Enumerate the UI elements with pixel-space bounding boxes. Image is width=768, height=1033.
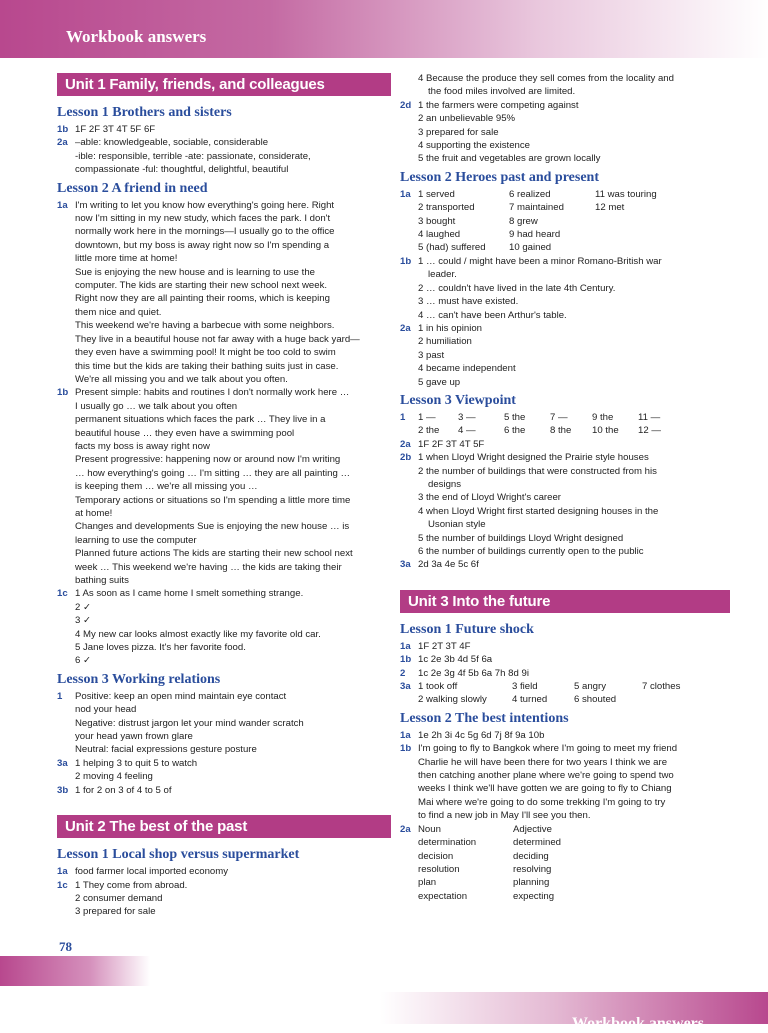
exercise-u3l1-3a	[400, 680, 730, 707]
exercise-number: 1	[400, 411, 406, 423]
answer-line: 4 My new car looks almost exactly like my favorite old car.	[75, 628, 321, 640]
u1-lesson3-title: Lesson 3 Working relations	[57, 671, 221, 687]
exercise-u2l1-2d	[400, 99, 730, 166]
u2-lesson3-title: Lesson 3 Viewpoint	[400, 392, 516, 408]
answer-line: 5 gave up	[418, 376, 461, 388]
exercise-u3l1-1a	[400, 640, 730, 653]
exercise-number: 1b	[400, 654, 412, 666]
answer-line: they even have a swimming pool! It might be too cold to swim	[75, 347, 336, 359]
exercise-number: 2a	[400, 438, 411, 450]
answer-line: This weekend we're having a barbecue with some neighbors.	[75, 320, 335, 332]
answer-line: week … This weekend we're having … the kids are taking their	[75, 561, 342, 573]
answer-line: 2 … couldn't have lived in the late 4th Century.	[418, 282, 616, 294]
answer-line: I'm going to fly to Bangkok where I'm going to meet my friend	[418, 743, 678, 755]
exercise-u2l2-1a	[400, 188, 730, 255]
answer-row: Noun Adjective	[418, 823, 552, 835]
answer-line: normally work here in the mornings—I usually go to the office	[75, 226, 335, 238]
answer-line: little more time at home!	[75, 253, 178, 265]
answer-line: compassionate -ful: thoughtful, delightful, beautiful	[75, 164, 289, 176]
answer-line: 1 helping 3 to quit 5 to watch	[75, 757, 198, 769]
exercise-number: 1b	[400, 743, 412, 755]
exercise-number: 2a	[57, 137, 68, 149]
exercise-number: 1b	[57, 387, 69, 399]
answer-line: 6 the number of buildings currently open to the public	[418, 546, 644, 557]
exercise-u2l1-1c	[57, 879, 391, 919]
exercise-number: 1a	[400, 640, 411, 652]
footer-band-left	[0, 956, 150, 986]
answer-row: decision deciding	[418, 850, 549, 862]
exercise-number: 1c	[57, 879, 68, 891]
exercise-u1l1-2a	[57, 136, 391, 176]
u1-lesson2-title: Lesson 2 A friend in need	[57, 180, 208, 196]
exercise-u2l3-3a	[400, 558, 730, 571]
answer-line: 3 prepared for sale	[75, 906, 156, 918]
exercise-number: 1a	[57, 199, 68, 211]
answer-line: 1 As soon as I came home I smelt something strange.	[75, 588, 304, 600]
exercise-u1l2-1a	[57, 199, 391, 387]
exercise-u3l2-1b	[400, 742, 730, 822]
answer-line: 1 … could / might have been a minor Romano-British war	[418, 255, 662, 267]
footer-band-right	[380, 992, 768, 1032]
exercise-number: 1a	[400, 188, 411, 200]
answer-line: 4 supporting the existence	[418, 140, 531, 152]
exercise-u3l2-1a	[400, 729, 730, 742]
answer-line: 4 became independent	[418, 363, 516, 375]
answer-line: Usonian style	[428, 519, 486, 531]
answer-line: I usually go … we talk about you often	[75, 400, 238, 412]
unit1-heading: Unit 1 Family, friends, and colleagues	[57, 73, 391, 96]
exercise-u2l1-1a	[57, 865, 391, 878]
exercise-u2l1-1c-cont	[400, 72, 730, 99]
answers: 1c 2e 3b 4d 5f 6a	[418, 654, 493, 666]
answer-line: Present simple: habits and routines I don't normally work here …	[75, 387, 350, 399]
unit3-heading: Unit 3 Into the future	[400, 590, 730, 613]
answers: 1F 2F 3T 4T 5F 6F	[75, 124, 156, 135]
answer-line: Changes and developments Sue is enjoying the new house … is	[75, 521, 350, 533]
answer-row: 1 took off 3 field 5 angry 7 clothes	[418, 681, 681, 693]
answer-line: facts my boss is away right now	[75, 440, 210, 452]
answers: 1e 2h 3i 4c 5g 6d 7j 8f 9a 10b	[418, 729, 545, 741]
answer-line: 2 consumer demand	[75, 892, 163, 904]
answer-line: I'm writing to let you know how everything's going here. Right	[75, 199, 335, 211]
u2-lesson1-title: Lesson 1 Local shop versus supermarket	[57, 847, 300, 863]
exercise-number: 3a	[400, 559, 411, 571]
answer-line: computer. The kids are starting their new school next week.	[75, 280, 328, 292]
answer-line: 1 when Lloyd Wright designed the Prairie style houses	[418, 452, 649, 464]
exercise-u3l1-2	[400, 667, 730, 680]
exercise-u3l2-2a	[400, 823, 730, 903]
exercise-number: 1a	[400, 729, 411, 741]
answers: 1 for 2 on 3 of 4 to 5 of	[75, 784, 172, 796]
exercise-u2l2-1b	[400, 255, 730, 322]
exercise-number: 3a	[400, 681, 411, 693]
answers: 1c 2e 3g 4f 5b 6a 7h 8d 9i	[418, 667, 529, 679]
exercise-number: 2b	[400, 452, 412, 464]
answer-row: 1 — 3 — 5 the 7 — 9 the 11 —	[418, 411, 661, 423]
u3-lesson1-title: Lesson 1 Future shock	[400, 621, 534, 637]
page-number: 78	[59, 939, 72, 954]
answer-row: determination determined	[418, 837, 561, 849]
answer-line: at home!	[75, 507, 113, 519]
answer-line: bathing suits	[75, 575, 129, 586]
answers: food farmer local imported economy	[75, 866, 229, 878]
answer-line: –able: knowledgeable, sociable, considerable	[75, 137, 269, 149]
answer-line: designs	[428, 478, 462, 490]
answer-line: this time but the kids are taking their bathing suits just in case.	[75, 360, 339, 372]
answer-line: weeks I think we'll have gotten we are going to fly to Chiang	[418, 783, 672, 795]
answer-row: plan planning	[418, 877, 550, 889]
answer-line: 5 Jane loves pizza. It's her favorite food.	[75, 642, 246, 654]
answer-row: 2 the 4 — 6 the 8 the 10 the 12 —	[418, 425, 661, 437]
footer-running-title: Workbook answers	[571, 1015, 704, 1032]
exercise-u1l3-3a	[57, 757, 391, 784]
u2-lesson2-title: Lesson 2 Heroes past and present	[400, 169, 600, 185]
exercise-u3l1-1b	[400, 653, 730, 666]
exercise-number: 3b	[57, 784, 69, 796]
answer-line: nod your head	[75, 704, 137, 716]
answer-line: permanent situations which faces the park … They live in a	[75, 414, 326, 426]
answer-line: 4 Because the produce they sell comes from the locality and	[418, 73, 674, 84]
answer-line: 2 ✓	[75, 601, 92, 613]
answer-line: 3 … must have existed.	[418, 296, 519, 308]
answer-line: Charlie he will have been there for two years I think we are	[418, 756, 668, 768]
answer-line: Neutral: facial expressions gesture posture	[75, 744, 257, 756]
answer-line: Negative: distrust jargon let your mind wander scratch	[75, 717, 304, 729]
answer-line: 1 in his opinion	[418, 322, 483, 334]
exercise-number: 3a	[57, 757, 68, 769]
answer-line: 5 the fruit and vegetables are grown locally	[418, 153, 601, 165]
answer-line: 6 ✓	[75, 655, 92, 667]
exercise-u1l3-3b	[57, 784, 391, 797]
answer-line: now I'm sitting in my new study, which faces the park. I don't	[75, 213, 331, 225]
answer-line: 2 an unbelievable 95%	[418, 113, 516, 125]
answer-line: 5 the number of buildings Lloyd Wright designed	[418, 532, 624, 544]
answer-line: downtown, but my boss is away right now so I'm spending a	[75, 239, 330, 251]
exercise-number: 1	[57, 690, 63, 702]
answer-line: then catching another plane where we're going to spend two	[418, 770, 674, 782]
exercise-number: 2a	[400, 823, 411, 835]
answer-line: to find a new job in May I'll see you then.	[418, 810, 591, 822]
answer-line: … how everything's going … I'm sitting … they are all painting …	[75, 467, 351, 479]
answer-line: Right now they are all painting their rooms, which is keeping	[75, 293, 330, 305]
answer-line: They live in a beautiful house not far away with a huge back yard—	[75, 333, 360, 345]
u3-lesson2-title: Lesson 2 The best intentions	[400, 710, 569, 726]
exercise-number: 1b	[57, 124, 69, 135]
answer-line: 2 moving 4 feeling	[75, 771, 153, 783]
answer-line: 3 ✓	[75, 615, 92, 627]
exercise-number: 2a	[400, 322, 411, 334]
exercise-number: 1a	[57, 866, 68, 878]
answer-row: 4 laughed 9 had heard	[418, 229, 561, 241]
answers: 1F 2F 3T 4T 5F	[418, 438, 485, 450]
answers: 1F 2T 3T 4F	[418, 640, 471, 652]
answer-line: beautiful house … they even have a swimming pool	[75, 427, 295, 439]
answer-line: 4 … can't have been Arthur's table.	[418, 309, 567, 321]
answer-line: 2 humiliation	[418, 336, 472, 348]
answer-row: expectation expecting	[418, 890, 555, 902]
exercise-u2l2-2a	[400, 322, 730, 389]
exercise-u2l3-2a	[400, 438, 730, 451]
answer-line: Present progressive: happening now or around now I'm writing	[75, 454, 341, 466]
exercise-u2l3-2b	[400, 451, 730, 558]
answer-line: the food miles involved are limited.	[428, 86, 576, 98]
answer-row: 3 bought 8 grew	[418, 215, 538, 227]
answer-line: leader.	[428, 269, 457, 281]
exercise-number: 2d	[400, 99, 412, 111]
exercise-u1l1-1b	[57, 123, 391, 136]
header-band	[0, 0, 768, 58]
right-column	[400, 72, 730, 903]
answer-line: Temporary actions or situations so I'm spending a little more time	[75, 494, 351, 506]
u1-lesson1-title: Lesson 1 Brothers and sisters	[57, 105, 232, 120]
answer-line: We're all missing you and we talk about you often.	[75, 373, 288, 385]
exercise-u1l2-1c	[57, 587, 391, 667]
answer-line: 3 the end of Lloyd Wright's career	[418, 492, 561, 504]
exercise-number: 2	[400, 667, 406, 679]
answer-row: 2 transported 7 maintained 12 met	[418, 202, 625, 214]
exercise-u2l3-1	[400, 411, 730, 438]
exercise-number: 1c	[57, 588, 68, 600]
answer-line: 3 past	[418, 349, 445, 361]
answer-line: -ible: responsible, terrible -ate: passionate, considerate,	[75, 150, 311, 162]
header-title: Workbook answers	[66, 27, 207, 46]
answer-line: learning to use the computer	[75, 534, 197, 546]
answer-line: 1 the farmers were competing against	[418, 99, 579, 111]
answer-line: 2 the number of buildings that were constructed from his	[418, 465, 657, 477]
answer-line: is keeping them … we're all missing you …	[75, 481, 258, 493]
answer-line: your head yawn frown glare	[75, 731, 193, 743]
answer-line: 1 They come from abroad.	[75, 879, 188, 891]
answer-line: them nice and quiet.	[75, 306, 162, 318]
answers: 2d 3a 4e 5c 6f	[418, 559, 479, 571]
answer-row: 1 served 6 realized 11 was touring	[418, 188, 657, 200]
answer-line: 4 when Lloyd Wright first started designing houses in the	[418, 505, 659, 517]
answer-line: 3 prepared for sale	[418, 126, 499, 138]
exercise-u1l3-1	[57, 690, 391, 757]
answer-line: Mai where we're going to do some trekking I'm going to try	[418, 796, 666, 808]
answer-row: 2 walking slowly 4 turned 6 shouted	[418, 694, 617, 706]
unit2-heading: Unit 2 The best of the past	[57, 815, 391, 838]
exercise-u1l2-1b	[57, 386, 391, 587]
answer-row: 5 (had) suffered 10 gained	[418, 242, 552, 254]
answer-line: Positive: keep an open mind maintain eye contact	[75, 690, 287, 702]
answer-line: Sue is enjoying the new house and is learning to use the	[75, 266, 316, 278]
exercise-number: 1b	[400, 255, 412, 267]
left-column	[57, 71, 391, 919]
answer-line: Planned future actions The kids are starting their new school next	[75, 548, 353, 560]
answer-row: resolution resolving	[418, 863, 552, 875]
